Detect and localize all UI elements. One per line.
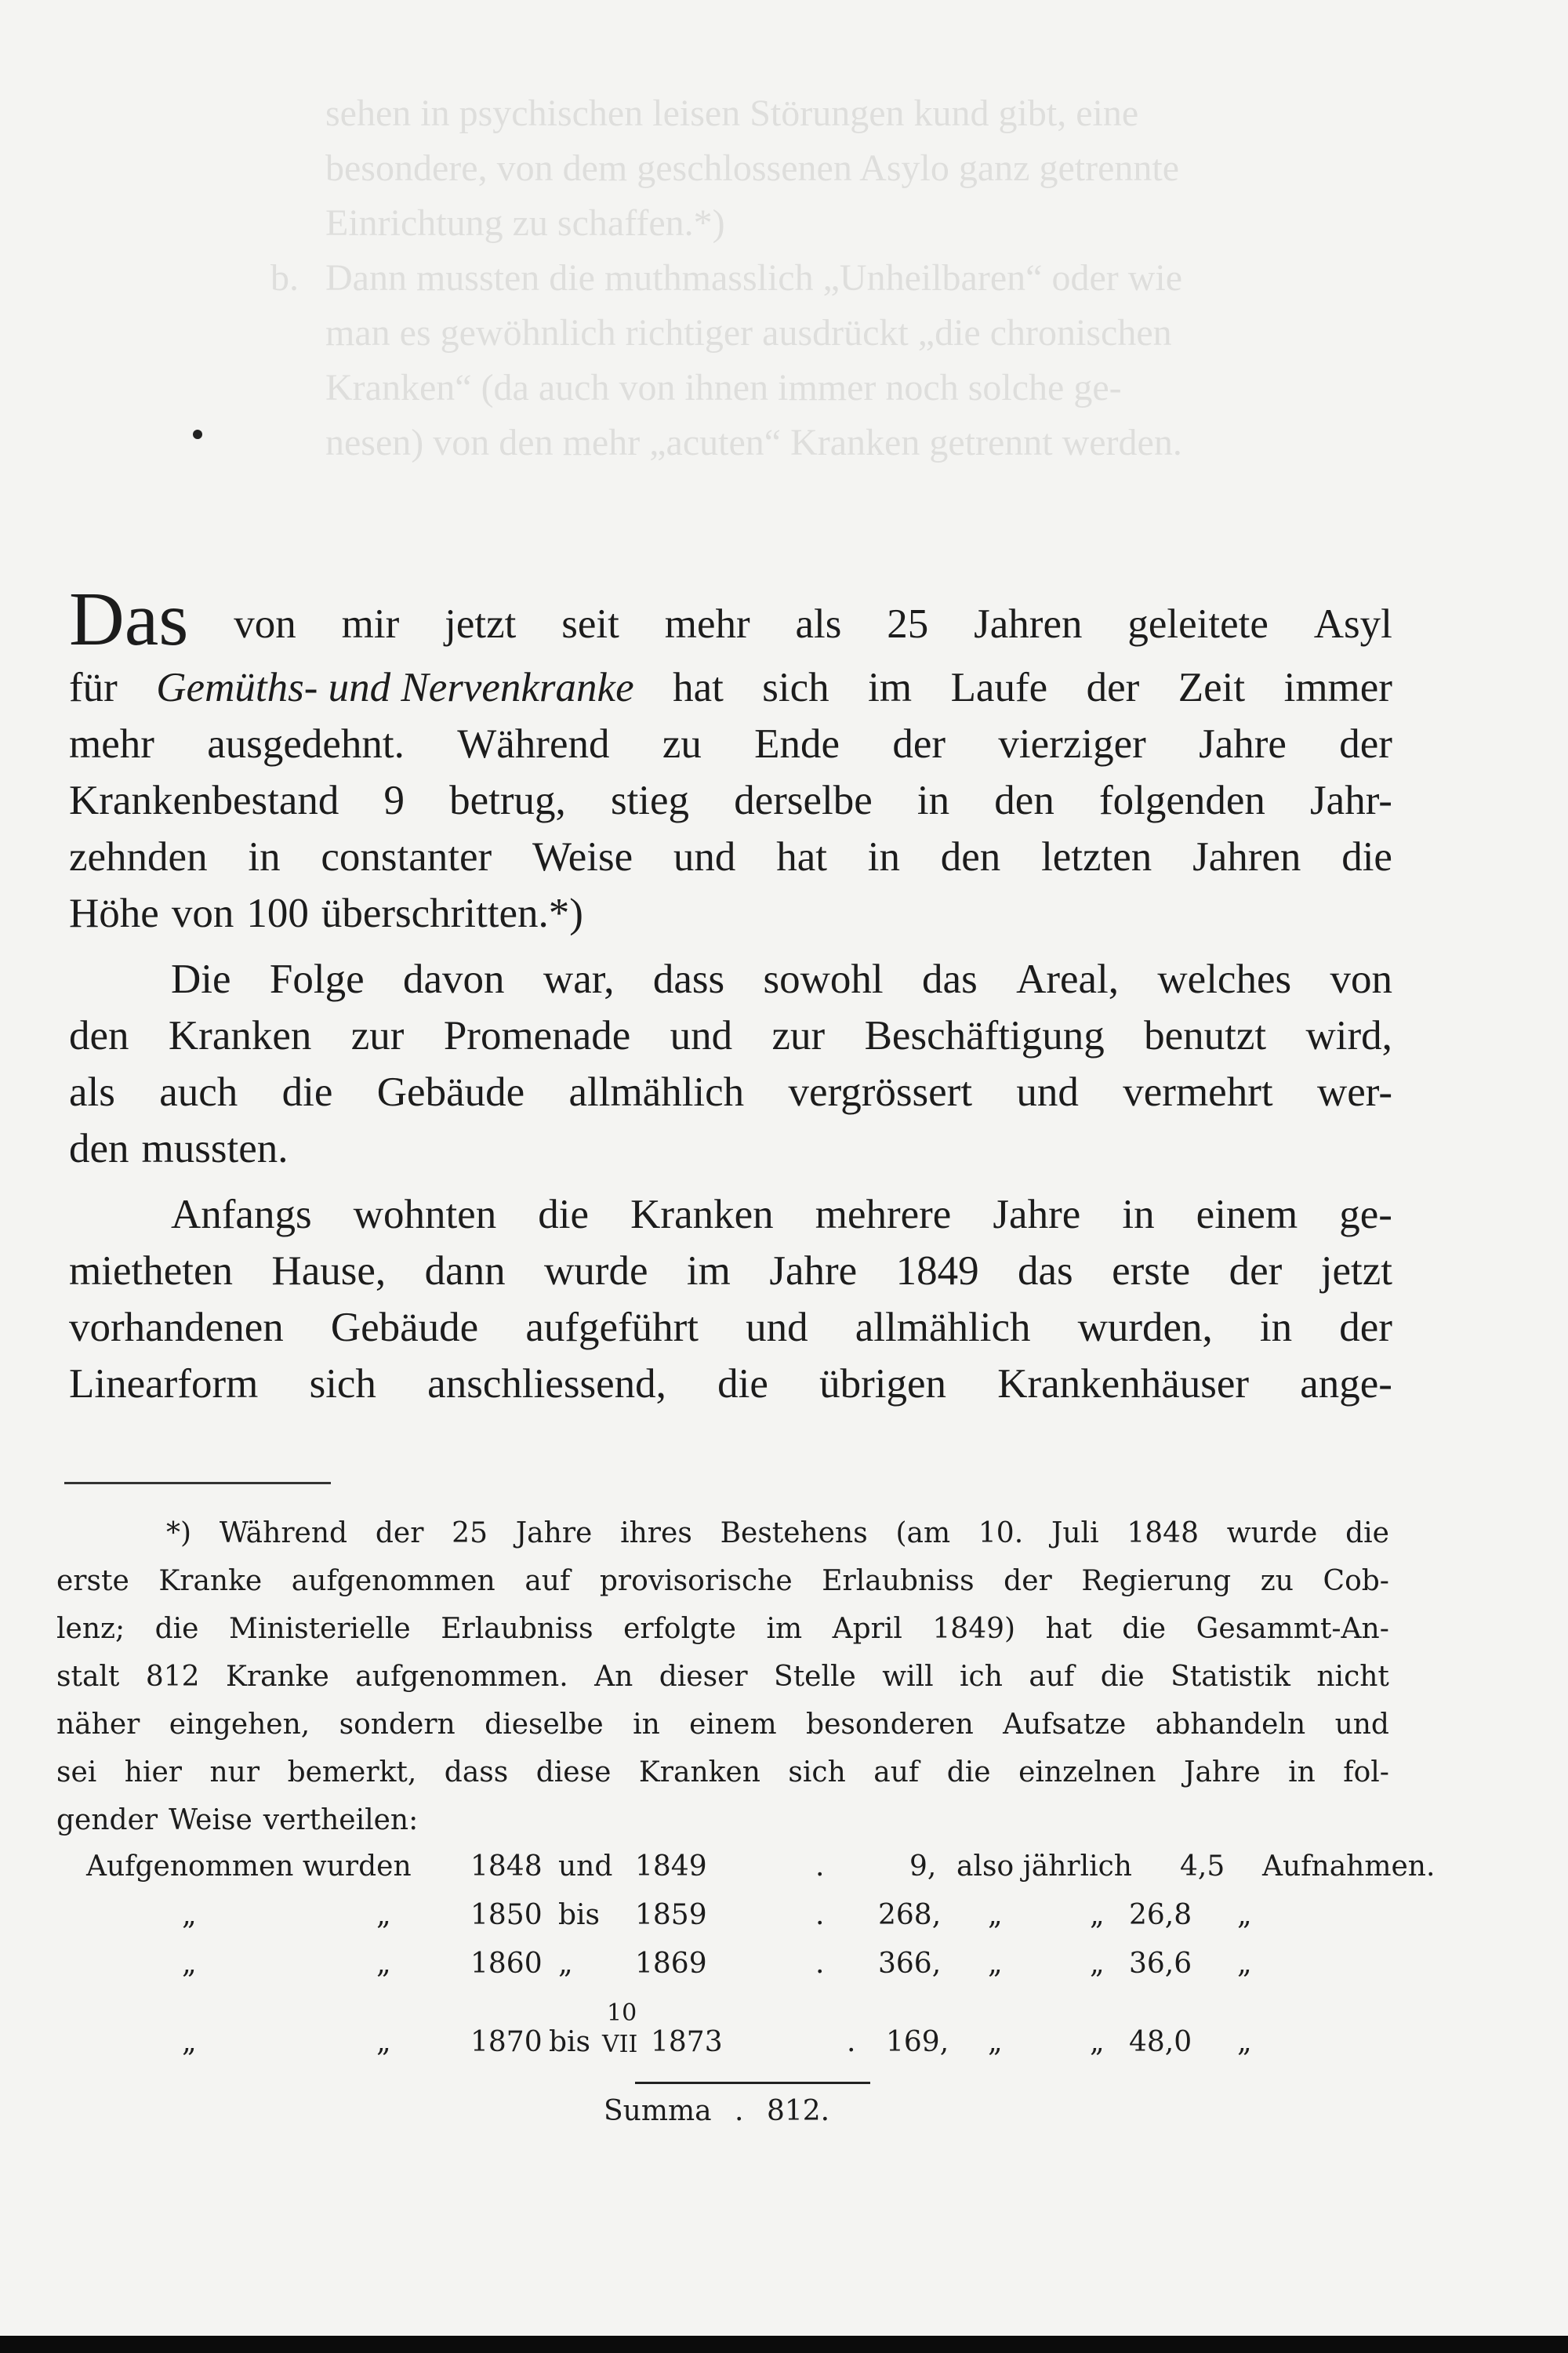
page-edge xyxy=(0,2336,1568,2353)
text-line xyxy=(69,772,1392,829)
word: das xyxy=(922,957,978,1002)
word: Gebäude xyxy=(330,1305,479,1350)
word: Kranke xyxy=(225,1661,329,1693)
word: das xyxy=(1018,1248,1073,1294)
bleed-line: Kranken“ (da auch von ihnen immer noch solche ge- xyxy=(325,367,1122,409)
text-line xyxy=(69,1064,1392,1120)
word: wohnten xyxy=(353,1192,497,1237)
word: seit xyxy=(561,601,619,647)
word: dass xyxy=(444,1756,509,1788)
word: den xyxy=(940,834,1001,880)
word: 10. xyxy=(978,1517,1024,1549)
footnote-line xyxy=(56,1557,1389,1605)
ditto-mark: „ xyxy=(1090,1948,1105,1980)
word: aufgenommen. xyxy=(355,1661,568,1693)
word: jetzt xyxy=(1320,1248,1392,1294)
word: die xyxy=(154,1613,199,1645)
bleed-line: sehen in psychischen leisen Störungen kund gibt, eine xyxy=(325,93,1139,134)
ditto-mark: „ xyxy=(182,1948,197,1980)
word: davon xyxy=(403,957,505,1002)
word: der xyxy=(1229,1248,1283,1294)
word: ich xyxy=(960,1661,1003,1693)
word: in xyxy=(916,778,950,823)
sum-rule xyxy=(635,2082,870,2084)
word: die xyxy=(1345,1517,1389,1549)
word: näher xyxy=(56,1708,140,1741)
word: Jahr- xyxy=(1310,778,1392,823)
word: überschritten.*) xyxy=(321,891,583,936)
word: Areal, xyxy=(1016,957,1120,1002)
word: in xyxy=(1122,1192,1155,1237)
bleed-line: Einrichtung zu schaffen.*) xyxy=(325,202,725,244)
year-to: 1873 xyxy=(651,2026,723,2058)
word: dann xyxy=(424,1248,506,1294)
year-joiner: „ xyxy=(558,1948,573,1980)
word: Kranke xyxy=(158,1565,263,1597)
admission-count: 366, xyxy=(878,1948,942,1980)
word: und xyxy=(1334,1708,1389,1741)
word: hat xyxy=(673,665,724,710)
word: Hause, xyxy=(271,1248,387,1294)
word: anschliessend, xyxy=(427,1361,666,1407)
word: einem xyxy=(689,1708,777,1741)
word: mehrere xyxy=(815,1192,952,1237)
year-joiner: bis xyxy=(549,2026,591,2058)
word: Ende xyxy=(754,721,840,767)
word: Linearform xyxy=(69,1361,259,1407)
word: Gebäude xyxy=(376,1069,525,1115)
word: im xyxy=(868,665,913,710)
word: für xyxy=(69,665,118,710)
word: Erlaubniss xyxy=(441,1613,593,1645)
word: von xyxy=(1330,957,1392,1002)
word: der xyxy=(1086,665,1140,710)
row-intro: Aufgenommen wurden xyxy=(86,1850,412,1883)
ditto-mark: „ xyxy=(988,1948,1003,1980)
word: Promenade xyxy=(443,1013,631,1058)
word: vierziger xyxy=(998,721,1146,767)
word: den xyxy=(69,1126,129,1171)
ditto-mark: „ xyxy=(182,2026,197,2058)
word: hat xyxy=(1045,1613,1092,1645)
bleed-line-text: Dann mussten die muthmasslich „Unheilbaren“ oder wie xyxy=(325,257,1183,299)
word: Aufsatze xyxy=(1003,1708,1127,1741)
ditto-mark: „ xyxy=(376,1948,391,1980)
word: hier xyxy=(124,1756,182,1788)
word: den xyxy=(69,1013,129,1058)
word: Regierung xyxy=(1081,1565,1232,1597)
ditto-mark: „ xyxy=(988,2026,1003,2058)
footnote xyxy=(56,1509,1389,1844)
word: auf xyxy=(873,1756,920,1788)
word: (am xyxy=(895,1517,951,1549)
word: der xyxy=(375,1517,424,1549)
word: sei xyxy=(56,1756,97,1788)
bleed-line: man es gewöhnlich richtiger ausdrückt „die chronischen xyxy=(325,312,1172,354)
word: eingehen, xyxy=(169,1708,310,1741)
text-line xyxy=(69,1299,1392,1356)
word: benutzt xyxy=(1144,1013,1267,1058)
fraction-denominator: VII xyxy=(602,2031,638,2058)
word: Zeit xyxy=(1178,665,1246,710)
admissions-table xyxy=(86,1850,1436,2104)
word: Krankenhäuser xyxy=(997,1361,1250,1407)
word: auf xyxy=(1029,1661,1075,1693)
ditto-mark: „ xyxy=(1090,2026,1105,2058)
text-line xyxy=(69,1008,1392,1064)
word: will xyxy=(882,1661,934,1693)
word: von xyxy=(171,891,234,936)
word: bemerkt, xyxy=(287,1756,417,1788)
year-from: 1860 xyxy=(470,1948,543,1980)
word: Kranken xyxy=(168,1013,312,1058)
word: aufgenommen xyxy=(291,1565,495,1597)
word: Gesammt-An- xyxy=(1196,1613,1389,1645)
word: den xyxy=(994,778,1054,823)
word: gender xyxy=(56,1804,158,1836)
year-from: 1848 xyxy=(470,1850,543,1883)
word: zur xyxy=(771,1013,826,1058)
ditto-mark: „ xyxy=(1090,1899,1105,1931)
word: 25 xyxy=(452,1517,488,1549)
word: zur xyxy=(350,1013,405,1058)
ditto-mark: „ xyxy=(1237,2026,1252,2058)
also-label: also jährlich xyxy=(956,1850,1132,1883)
word: in xyxy=(1259,1305,1293,1350)
word: provisorische xyxy=(599,1565,793,1597)
word: Jahre xyxy=(1184,1756,1261,1788)
word: wurde xyxy=(544,1248,648,1294)
leader-dot: . xyxy=(847,2026,856,2058)
leader-dot: . xyxy=(815,1899,825,1931)
word: Ministerielle xyxy=(229,1613,411,1645)
word: mehr xyxy=(664,601,750,647)
summa-row xyxy=(604,2095,829,2127)
word: dass xyxy=(652,957,725,1002)
word: der xyxy=(1004,1565,1052,1597)
word: als xyxy=(795,601,842,647)
word: Anfangs xyxy=(171,1192,312,1237)
word: April xyxy=(832,1613,902,1645)
word: sich xyxy=(788,1756,846,1788)
word: 9 xyxy=(383,778,405,823)
ink-speck xyxy=(193,430,202,439)
table-row xyxy=(86,1899,1380,1948)
word: abhandeln xyxy=(1155,1708,1306,1741)
word: mietheten xyxy=(69,1248,233,1294)
word: zu xyxy=(662,721,702,767)
bleed-line xyxy=(270,251,1439,306)
footnote-rule xyxy=(64,1482,331,1484)
word: zu xyxy=(1260,1565,1294,1597)
word: Stelle xyxy=(774,1661,856,1693)
word: von xyxy=(234,601,296,647)
word: folgenden xyxy=(1098,778,1265,823)
text-line xyxy=(69,951,1392,1008)
year-joiner: bis xyxy=(558,1899,601,1931)
word: allmählich xyxy=(855,1305,1031,1350)
word: letzten xyxy=(1041,834,1152,880)
word: wer- xyxy=(1316,1069,1392,1115)
word: derselbe xyxy=(734,778,873,823)
ditto-mark: „ xyxy=(182,1899,197,1931)
text-line xyxy=(69,659,1392,716)
word: mir xyxy=(341,601,400,647)
word: Jahre xyxy=(769,1248,858,1294)
fraction-numerator: 10 xyxy=(607,1999,637,2027)
word: mussten. xyxy=(141,1126,289,1171)
word: stieg xyxy=(610,778,690,823)
text-line xyxy=(69,577,1392,662)
word: in xyxy=(633,1708,660,1741)
word: 1849) xyxy=(932,1613,1016,1645)
word: erfolgte xyxy=(623,1613,736,1645)
word: Jahre xyxy=(515,1517,593,1549)
admission-count: 268, xyxy=(878,1899,942,1931)
year-to: 1859 xyxy=(635,1899,707,1931)
summa-value: 812. xyxy=(766,2095,830,2127)
word: Statistik xyxy=(1171,1661,1290,1693)
bleed-marker: b. xyxy=(270,257,299,299)
word: nur xyxy=(209,1756,260,1788)
word: sowohl xyxy=(763,957,884,1002)
annual-rate: 26,8 xyxy=(1129,1899,1192,1931)
ditto-mark: „ xyxy=(1237,1948,1252,1980)
summa-label: Summa xyxy=(604,2095,712,2127)
word: wird, xyxy=(1305,1013,1392,1058)
word: Weise xyxy=(532,834,633,880)
word: Jahren xyxy=(974,601,1083,647)
footnote-line xyxy=(56,1748,1389,1796)
table-row xyxy=(86,1850,1436,1899)
footnote-line xyxy=(56,1605,1389,1653)
year-joiner: und xyxy=(558,1850,613,1883)
word: zehnden xyxy=(69,834,208,880)
footnote-line xyxy=(56,1653,1389,1701)
annual-rate: 48,0 xyxy=(1129,2026,1192,2058)
footnote-line xyxy=(56,1796,1389,1844)
year-from: 1870 xyxy=(470,2026,543,2058)
word: besonderen xyxy=(806,1708,974,1741)
admission-count: 9, xyxy=(909,1850,937,1883)
word: auf xyxy=(524,1565,571,1597)
word: im xyxy=(766,1613,803,1645)
date-fraction xyxy=(597,1999,648,2058)
year-from: 1850 xyxy=(470,1899,543,1931)
word: einzelnen xyxy=(1018,1756,1156,1788)
table-row xyxy=(86,1996,1380,2104)
word: hat xyxy=(776,834,827,880)
paragraph-gap xyxy=(69,942,1392,951)
word: betrug, xyxy=(449,778,566,823)
word: allmählich xyxy=(568,1069,745,1115)
word: wurden, xyxy=(1077,1305,1213,1350)
text-line xyxy=(69,885,1392,942)
year-to: 1849 xyxy=(635,1850,707,1883)
word: Weise xyxy=(169,1804,252,1836)
leader-dot: . xyxy=(815,1850,825,1883)
bleed-line: nesen) von den mehr „acuten“ Kranken getrennt werden. xyxy=(325,422,1182,463)
paragraph-gap xyxy=(69,1177,1392,1186)
word: 25 xyxy=(887,601,929,647)
word: im xyxy=(686,1248,731,1294)
word: welches xyxy=(1157,957,1292,1002)
word: constanter xyxy=(321,834,492,880)
table-row xyxy=(86,1948,1380,1996)
word: die xyxy=(717,1361,768,1407)
word: und xyxy=(1016,1069,1079,1115)
word: diese xyxy=(535,1756,612,1788)
word: vergrössert xyxy=(788,1069,973,1115)
word: erste xyxy=(1112,1248,1191,1294)
word: in xyxy=(867,834,900,880)
word: immer xyxy=(1283,665,1392,710)
word: fol- xyxy=(1343,1756,1389,1788)
word: Krankenbestand xyxy=(69,778,339,823)
word: einem xyxy=(1196,1192,1298,1237)
word: mehr xyxy=(69,721,154,767)
word: ange- xyxy=(1300,1361,1392,1407)
word: ihres xyxy=(620,1517,692,1549)
word: sich xyxy=(309,1361,376,1407)
word: vorhandenen xyxy=(69,1305,284,1350)
word: die xyxy=(946,1756,991,1788)
word: sondern xyxy=(339,1708,456,1741)
footnote-line xyxy=(56,1701,1389,1748)
word: vertheilen: xyxy=(263,1804,419,1836)
ditto-mark: „ xyxy=(1237,1899,1252,1931)
word: 812 xyxy=(145,1661,200,1693)
word: Cob- xyxy=(1323,1565,1389,1597)
text-line xyxy=(69,716,1392,772)
text-line xyxy=(69,1243,1392,1299)
word: Jahre xyxy=(1199,721,1287,767)
word xyxy=(69,577,189,662)
word: Jahre xyxy=(993,1192,1081,1237)
text-line xyxy=(69,1356,1392,1412)
ditto-mark: „ xyxy=(376,2026,391,2058)
word: dieser xyxy=(659,1661,748,1693)
word: war, xyxy=(543,957,615,1002)
annual-rate: 4,5 xyxy=(1180,1850,1225,1883)
word: Bestehens xyxy=(720,1517,868,1549)
word: Folge xyxy=(269,957,365,1002)
word: wurde xyxy=(1226,1517,1318,1549)
word: sich xyxy=(762,665,829,710)
suffix-label: Aufnahmen. xyxy=(1262,1850,1436,1883)
word: der xyxy=(1339,1305,1392,1350)
word: Jahren xyxy=(1192,834,1301,880)
word: übrigen xyxy=(819,1361,946,1407)
admission-count: 169, xyxy=(886,2026,949,2058)
word: Kranken xyxy=(630,1192,774,1237)
word: geleitete xyxy=(1127,601,1269,647)
word: dieselbe xyxy=(485,1708,604,1741)
word: 1849 xyxy=(895,1248,979,1294)
word: 100 xyxy=(246,891,309,936)
word: *) xyxy=(166,1517,192,1549)
word: Kranken xyxy=(638,1756,760,1788)
word: stalt xyxy=(56,1661,120,1693)
annual-rate: 36,6 xyxy=(1129,1948,1192,1980)
word: die xyxy=(1100,1661,1145,1693)
word: 1848 xyxy=(1127,1517,1199,1549)
word: Erlaubniss xyxy=(822,1565,975,1597)
word: der xyxy=(1339,721,1392,767)
word: Juli xyxy=(1051,1517,1099,1549)
word: Die xyxy=(171,957,231,1002)
word: und xyxy=(746,1305,808,1350)
word: die xyxy=(538,1192,590,1237)
word: in xyxy=(1288,1756,1316,1788)
ditto-mark: „ xyxy=(376,1899,391,1931)
text-line xyxy=(69,829,1392,885)
word: Beschäftigung xyxy=(864,1013,1105,1058)
word: die xyxy=(1122,1613,1167,1645)
word: in xyxy=(248,834,281,880)
main-text xyxy=(69,577,1392,1412)
bleed-line: besondere, von dem geschlossenen Asylo ganz getrennte xyxy=(325,147,1180,189)
word: lenz; xyxy=(56,1613,125,1645)
word: ge- xyxy=(1339,1192,1392,1237)
word: ausgedehnt. xyxy=(207,721,405,767)
word: die xyxy=(1341,834,1392,880)
leader-dot: . xyxy=(735,2095,744,2127)
word: als xyxy=(69,1069,115,1115)
word: Asyl xyxy=(1313,601,1392,647)
word: Während xyxy=(219,1517,348,1549)
word: und xyxy=(670,1013,733,1058)
italic-term: Gemüths- und Nervenkranke xyxy=(156,665,634,710)
bleed-through-text xyxy=(270,86,1439,470)
word: jetzt xyxy=(445,601,517,647)
word: und xyxy=(673,834,736,880)
leader-dot: . xyxy=(815,1948,825,1980)
year-to: 1869 xyxy=(635,1948,707,1980)
text-line xyxy=(69,1186,1392,1243)
word: vermehrt xyxy=(1123,1069,1273,1115)
word: Laufe xyxy=(950,665,1048,710)
drop-cap-word: Das xyxy=(69,577,189,662)
word: der xyxy=(892,721,946,767)
ditto-mark: „ xyxy=(988,1899,1003,1931)
word: nicht xyxy=(1316,1661,1389,1693)
footnote-line xyxy=(56,1509,1389,1557)
word: Höhe xyxy=(69,891,159,936)
word: auch xyxy=(159,1069,238,1115)
word: aufgeführt xyxy=(525,1305,699,1350)
word: erste xyxy=(56,1565,129,1597)
word: die xyxy=(281,1069,333,1115)
word: Während xyxy=(457,721,610,767)
text-line xyxy=(69,1120,1392,1177)
word: An xyxy=(594,1661,633,1693)
